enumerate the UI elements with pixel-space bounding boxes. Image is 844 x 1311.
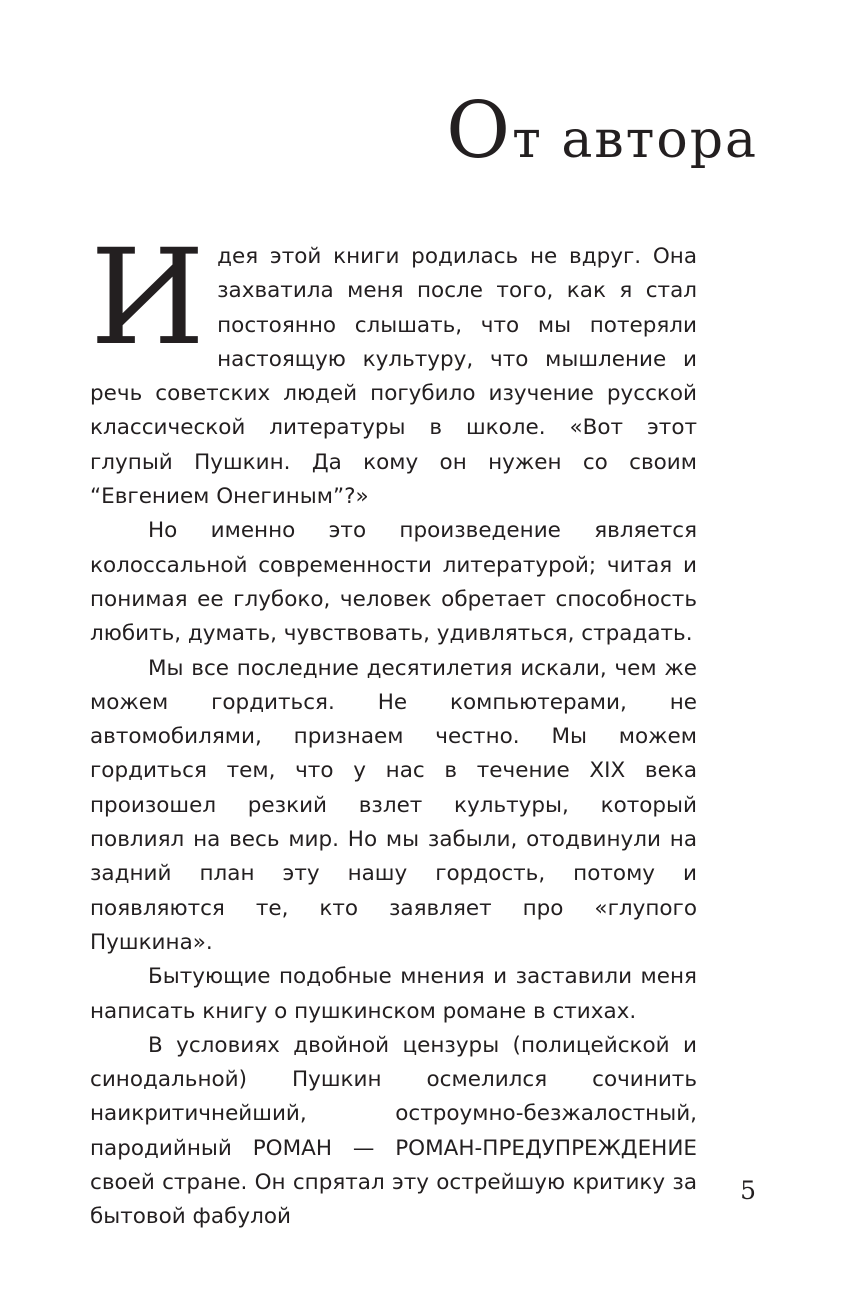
chapter-title <box>446 86 758 176</box>
paragraph <box>90 221 697 514</box>
paragraph: Бытующие подобные мнения и заставили меня написать книгу о пушкинском романе в стихах. <box>90 964 697 1024</box>
paragraph-text: дея этой книги родилась не вдруг. Она захватила меня после того, как я стал постоянно слышать, что мы потеряли настоящую культуру, что мышление и речь советских людей погубило изучение русской классической литературы в школе. «Вот этот глупый Пушкин. Да кому он нужен со своим “Евгением Онегиным”?» <box>90 244 697 510</box>
paragraph: Но именно это произведение является колоссальной современности литературой; читая и понимая ее глубоко, человек обретает способность любить, думать, чувствовать, удивляться, страдать. <box>90 518 697 647</box>
chapter-title-rest: т автора <box>512 110 758 170</box>
body-text <box>90 221 697 1235</box>
paragraph: В условиях двойной цензуры (полицейской и синодальной) Пушкин осмелился сочинить наикритичнейший, остроумно-безжалостный, пародийный РОМАН — РОМАН-ПРЕДУПРЕЖДЕНИЕ своей стране. Он спрятал эту острейшую критику за бытовой фабулой <box>90 1032 697 1230</box>
page-number: 5 <box>740 1176 756 1205</box>
chapter-title-initial: О <box>446 86 513 176</box>
paragraph: Мы все последние десятилетия искали, чем же можем гордиться. Не компьютерами, не автомобилями, признаем честно. Мы можем гордиться тем, что у нас в течение XIX века произошел резкий взлет культуры, который повлиял на весь мир. Но мы забыли, отодвинули на задний план эту нашу гордость, потому и появляются те, кто заявляет про «глупого Пушкина». <box>90 655 697 955</box>
drop-cap: И <box>90 221 206 375</box>
